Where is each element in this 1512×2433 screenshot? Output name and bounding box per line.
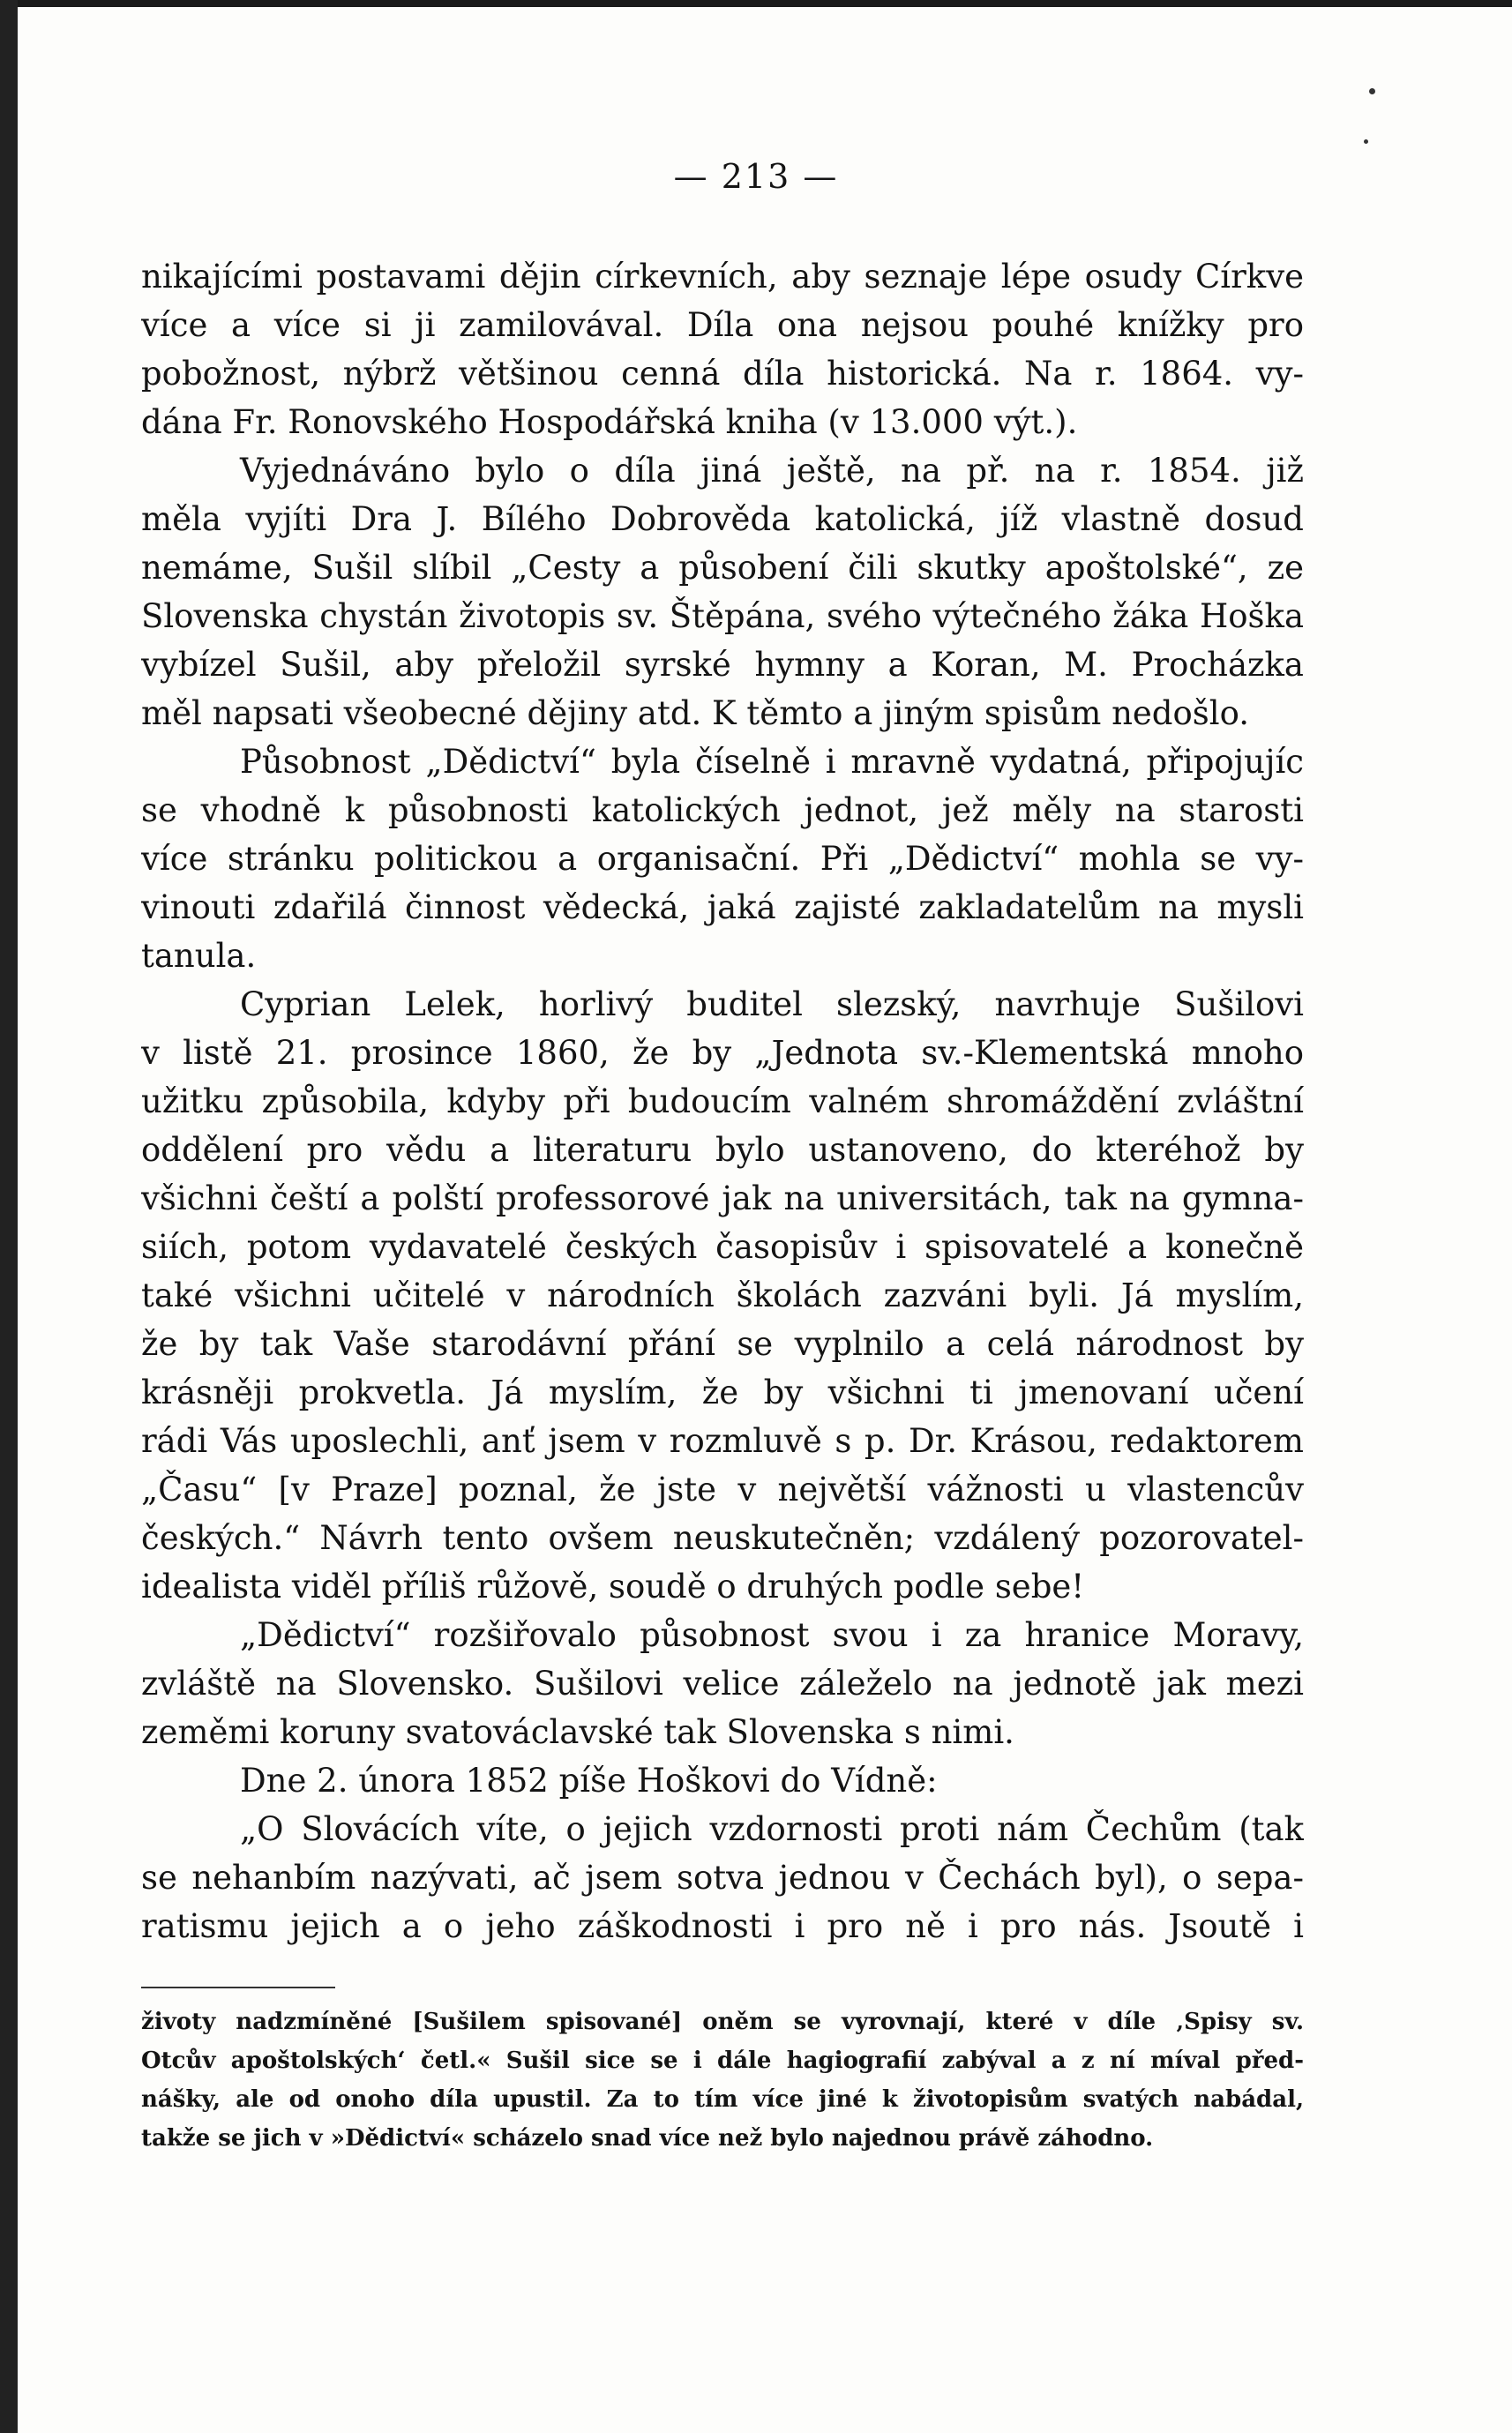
scan-speck — [1369, 88, 1375, 94]
page-number: — 213 — — [673, 157, 839, 196]
text-line: všichni čeští a polští professorové jak na universitách, tak na gymna- — [141, 1179, 1304, 1217]
text-line: Vyjednáváno bylo o díla jiná ještě, na př. na r. 1854. již — [240, 452, 1304, 490]
text-line: že by tak Vaše starodávní přání se vyplnilo a celá národnost by — [141, 1325, 1304, 1363]
text-line: pobožnost, nýbrž většinou cenná díla historická. Na r. 1864. vy- — [141, 355, 1304, 393]
text-line: Cyprian Lelek, horlivý buditel slezský, navrhuje Sušilovi — [240, 985, 1304, 1023]
body-text — [141, 252, 1304, 1950]
text-line: nikajícími postavami dějin církevních, aby seznaje lépe osudy Církve — [141, 258, 1304, 296]
text-line: „Času“ [v Praze] poznal, že jste v největší vážnosti u vlastencův — [141, 1471, 1304, 1508]
text-line: měla vyjíti Dra J. Bílého Dobrověda katolická, jíž vlastně dosud — [141, 500, 1304, 538]
text-line: Dne 2. února 1852 píše Hoškovi do Vídně: — [240, 1762, 938, 1800]
text-line: dána Fr. Ronovského Hospodářská kniha (v 13.000 výt.). — [141, 403, 1078, 441]
footnote-line: takže se jich v »Dědictví« scházelo snad více než bylo najednou právě záhodno. — [141, 2125, 1154, 2152]
text-line: měl napsati všeobecné dějiny atd. K těmto a jiným spisům nedošlo. — [141, 694, 1249, 732]
text-line: vinouti zdařilá činnost vědecká, jaká zajisté zakladatelům na mysli — [141, 888, 1304, 926]
footnote-line: Otcův apoštolských‘ četl.« Sušil sice se i dále hagiografií zabýval a z ní míval před- — [141, 2047, 1304, 2074]
text-line: se nehanbím nazývati, ač jsem sotva jednou v Čechách byl), o sepa- — [141, 1859, 1304, 1897]
text-line: rádi Vás uposlechli, anť jsem v rozmluvě s p. Dr. Krásou, redaktorem — [141, 1422, 1304, 1460]
text-line: českých.“ Návrh tento ovšem neuskutečněn; vzdálený pozorovatel- — [141, 1519, 1304, 1557]
scan-speck — [1364, 139, 1368, 144]
text-line: užitku způsobila, kdyby při budoucím valném shromáždění zvláštní — [141, 1082, 1304, 1120]
text-line: Působnost „Dědictví“ byla číselně i mravně vydatná, připojujíc — [240, 743, 1304, 781]
text-line: více a více si ji zamilovával. Díla ona nejsou pouhé knížky pro — [141, 306, 1304, 344]
text-line: idealista viděl příliš růžově, soudě o druhých podle sebe! — [141, 1568, 1085, 1606]
text-line: zvláště na Slovensko. Sušilovi velice záleželo na jednotě jak mezi — [141, 1665, 1304, 1703]
text-line: se vhodně k působnosti katolických jednot, jež měly na starosti — [141, 791, 1304, 829]
footnote-line: nášky, ale od onoho díla upustil. Za to tím více jiné k životopisům svatých nabádal, — [141, 2086, 1304, 2113]
text-line: ratismu jejich a o jeho záškodnosti i pro ně i pro nás. Jsoutě i — [141, 1907, 1304, 1945]
footnote-divider — [141, 1987, 335, 1988]
text-line: krásněji prokvetla. Já myslím, že by všichni ti jmenovaní učení — [141, 1374, 1304, 1411]
text-line: „Dědictví“ rozšiřovalo působnost svou i za hranice Moravy, — [240, 1616, 1304, 1654]
scan-frame-left — [0, 0, 18, 2433]
text-line: siích, potom vydavatelé českých časopisův i spisovatelé a konečně — [141, 1228, 1304, 1266]
footnote — [141, 2003, 1304, 2158]
text-line: také všichni učitelé v národních školách zazváni byli. Já myslím, — [141, 1276, 1304, 1314]
text-line: zeměmi koruny svatováclavské tak Slovenska s nimi. — [141, 1713, 1014, 1751]
text-line: nemáme, Sušil slíbil „Cesty a působení čili skutky apoštolské“, ze — [141, 549, 1304, 587]
text-line: „O Slovácích víte, o jejich vzdornosti proti nám Čechům (tak — [240, 1810, 1304, 1848]
text-line: tanula. — [141, 937, 257, 975]
text-line: oddělení pro vědu a literaturu bylo ustanoveno, do kteréhož by — [141, 1131, 1304, 1169]
text-line: vybízel Sušil, aby přeložil syrské hymny a Koran, M. Procházka — [141, 646, 1304, 684]
text-line: Slovenska chystán životopis sv. Štěpána, svého výtečného žáka Hoška — [141, 597, 1304, 635]
footnote-line: životy nadzmíněné [Sušilem spisované] oněm se vyrovnají, které v díle ‚Spisy sv. — [141, 2009, 1304, 2035]
scan-frame-top — [0, 0, 1512, 7]
text-line: více stránku politickou a organisační. Při „Dědictví“ mohla se vy- — [141, 840, 1304, 878]
text-line: v listě 21. prosince 1860, že by „Jednota sv.-Klementská mnoho — [141, 1034, 1304, 1072]
